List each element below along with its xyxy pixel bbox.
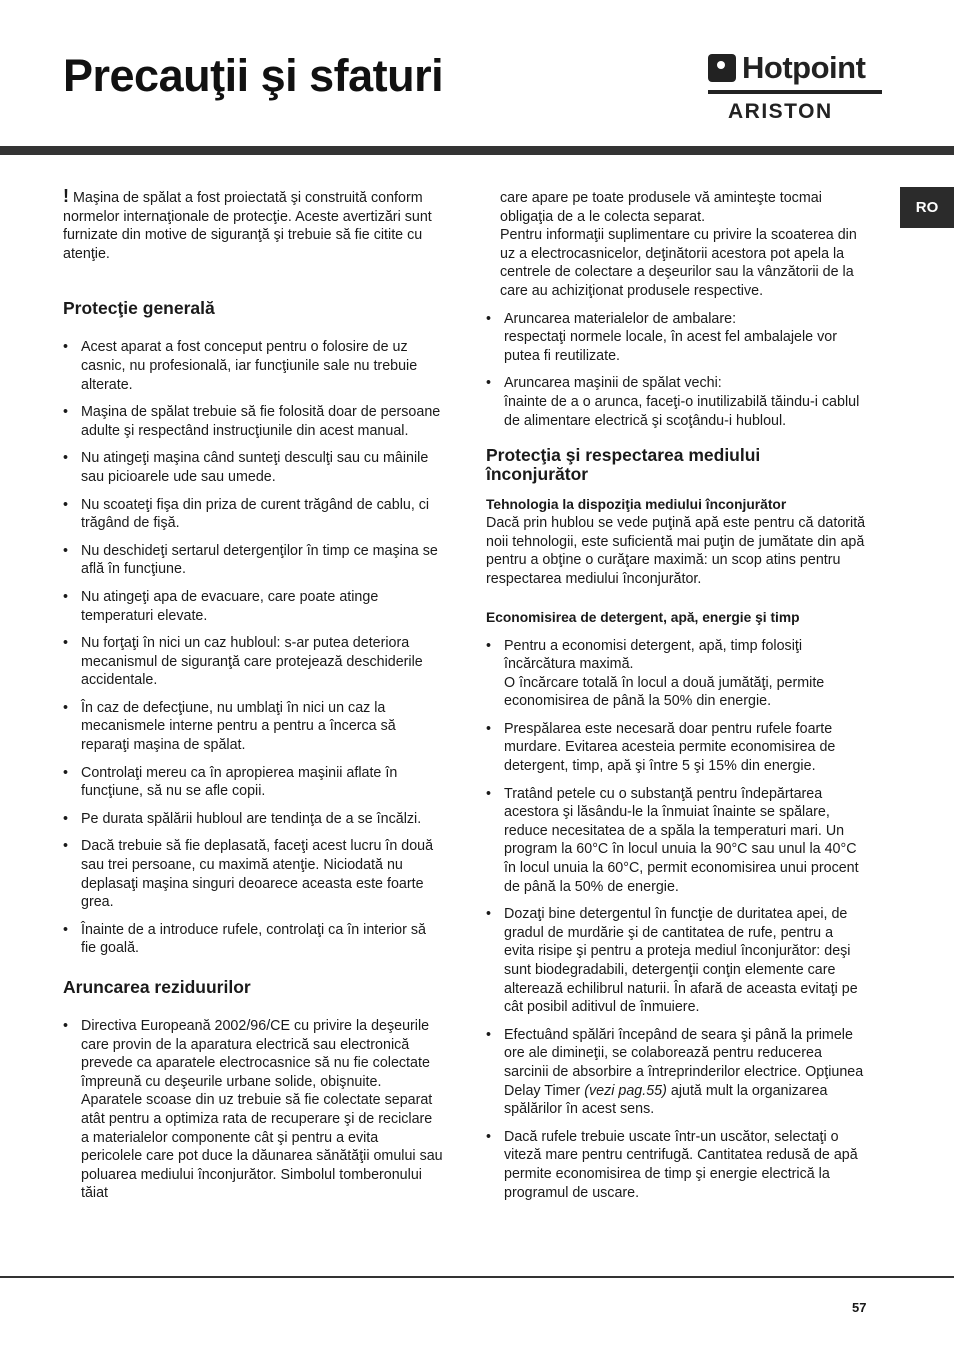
list-item: • Tratând petele cu o substanţă pentru îndepărtarea acestora şi lăsându-le la înmuiat înainte se spălare, reduce necesitatea de a spăla la temperaturi mari. Un program la 60°C în locul unuia la 90°C sau unul la 40°C în locul unuia la 60°C, permit economisirea unui procent de până la 50% de energie. xyxy=(486,785,866,897)
subheading-technology: Tehnologia la dispoziţia mediului înconjurător xyxy=(486,497,787,513)
list-item: • Directiva Europeană 2002/96/CE cu privire la deşeurile care provin de la aparatura electrică sau electronică prevede ca aparatele electrocasnice să nu fie colectate împreună cu deşeurile urbane solide, obişnuite. Aparatele scoase din uz trebuie să fie colectate separat atât pentru a optimiza rata de recuperare şi de reciclare a materialelor componente cât şi pentru a evita pericolele care pot duce la dăunarea sănătăţii omului sau poluarea mediului înconjurător. Simbolul tomberonului tăiat xyxy=(63,1017,443,1203)
page-number: 57 xyxy=(852,1300,867,1315)
right-column xyxy=(486,189,866,1211)
list-item: • În caz de defecţiune, nu umblaţi în nici un caz la mecanismele interne pentru a pentru a încerca să reparaţi maşina de spălat. xyxy=(63,699,443,755)
warning-mark: ! xyxy=(63,186,69,206)
brand-logo xyxy=(708,52,886,124)
list-item: • Maşina de spălat trebuie să fie folosită doar de persoane adulte şi respectând instrucţiunile din acest manual. xyxy=(63,403,443,440)
left-column xyxy=(63,186,443,1212)
disposal-list xyxy=(63,1017,443,1203)
list-item: • Pe durata spălării hubloul are tendinţa de a se încălzi. xyxy=(63,810,443,829)
list-item: • Dacă rufele trebuie uscate într-un uscător, selectaţi o viteză mare pentru centrifugă. Cantitatea redusă de apă permite economisirea de timp şi energie electrică la programul de uscare. xyxy=(486,1128,866,1202)
list-item: • Pentru a economisi detergent, apă, timp folosiţi încărcătura maximă. O încărcare totală în locul a două jumătăţi, permite economisirea de până la 50% din energie. xyxy=(486,637,866,711)
subheading-savings: Economisirea de detergent, apă, energie şi timp xyxy=(486,609,800,625)
list-item: • Controlaţi mereu ca în apropierea maşinii aflate în funcţiune, să nu se afle copii. xyxy=(63,764,443,801)
disposal-info: Pentru informaţii suplimentare cu privire la scoaterea din uz a electrocasnicelor, deţinătorii acestora pot apela la centrele de colectare a deşeurilor sau la vânzătorii de la care au achiziţionat produsele respective. xyxy=(500,227,857,299)
list-item: • Înainte de a introduce rufele, controlaţi ca în interior să fie goală. xyxy=(63,921,443,958)
disposal-continuation: care apare pe toate produsele vă aminteşte tocmai obligaţia de a le colecta separat. xyxy=(500,190,822,225)
intro-paragraph: ! Maşina de spălat a fost proiectată şi construită conform normelor internaţionale de protecţie. Aceste avertizări sunt furnizate din motive de siguranţă şi trebuie să fie citite cu atenţie. xyxy=(63,186,432,262)
section-heading-environment: Protecţia şi respectarea mediului înconjurător xyxy=(486,445,761,485)
logo-rule xyxy=(708,90,882,94)
list-item: • Nu deschideţi sertarul detergenţilor în timp ce maşina se află în funcţiune. xyxy=(63,542,443,579)
list-item: • Efectuând spălări începând de seara şi până la primele ore ale dimineţii, se colaborează pentru reducerea sarcinii de absorbire a întreprinderilor electrice. Opţiunea Delay Timer (vezi pag.55) ajută mult la organizarea spălărilor în acest sens. xyxy=(486,1026,866,1119)
section-heading-general: Protecţie generală xyxy=(63,298,215,319)
list-item: • Dacă trebuie să fie deplasată, faceţi acest lucru în două sau trei persoane, cu maximă atenţie. Niciodată nu deplasaţi maşina singuri deoarece aceasta este foarte grea. xyxy=(63,837,443,911)
packaging-list xyxy=(486,310,866,431)
savings-list xyxy=(486,637,866,1203)
list-item: • Dozaţi bine detergentul în funcţie de duritatea apei, de gradul de murdărie şi de cantitatea de rufe, pentru a evita risipe şi pentru a proteja mediul înconjurător: deşi sunt biodegradabili, detergenţii conţin elemente care alterează echilibrul naturii. În afară de aceasta evitaţi pe cât posibil aditivul de înmuiere. xyxy=(486,905,866,1017)
logo-mark-icon xyxy=(708,54,736,82)
list-item: • Prespălarea este necesară doar pentru rufele foarte murdare. Evitarea acesteia permite economisirea de detergent, timp, apă şi între 5 şi 15% din energie. xyxy=(486,720,866,776)
header-divider xyxy=(0,146,954,155)
list-item: • Acest aparat a fost conceput pentru o folosire de uz casnic, nu profesională, iar funcţiunile sale nu trebuie alterate. xyxy=(63,338,443,394)
footer-divider xyxy=(0,1276,954,1278)
technology-paragraph: Dacă prin hublou se vede puţină apă este pentru că datorită noii tehnologii, este suficientă mai puţin de jumătate din apă pentru a obţine o curăţare maximă: un scop atins pentru respectarea mediului înconjurător. xyxy=(486,515,866,587)
list-item: • Aruncarea maşinii de spălat vechi: înainte de a o arunca, faceţi-o inutilizabilă tăindu-i cablul de alimentare electrică şi scoţându-i hubloul. xyxy=(486,374,866,430)
general-list xyxy=(63,338,443,958)
page-reference: (vezi pag.55) xyxy=(584,1082,667,1099)
page-title: Precauţii şi sfaturi xyxy=(63,50,444,101)
list-item: • Aruncarea materialelor de ambalare: respectaţi normele locale, în acest fel ambalajele vor putea fi reutilizate. xyxy=(486,310,866,366)
logo-sub: ARISTON xyxy=(728,100,833,123)
list-item: • Nu forţaţi în nici un caz hubloul: s-ar putea deteriora mecanismul de siguranţă care protejează deschiderile accidentale. xyxy=(63,634,443,690)
list-item: • Nu atingeţi apa de evacuare, care poate atinge temperaturi elevate. xyxy=(63,588,443,625)
list-item: • Nu scoateţi fişa din priza de curent trăgând de cablu, ci trăgând de fişă. xyxy=(63,496,443,533)
language-badge: RO xyxy=(900,187,954,228)
list-item: • Nu atingeţi maşina când sunteţi desculţi sau cu mâinile sau picioarele ude sau umede. xyxy=(63,449,443,486)
section-heading-disposal: Aruncarea reziduurilor xyxy=(63,977,251,997)
logo-brand: Hotpoint xyxy=(742,50,866,85)
